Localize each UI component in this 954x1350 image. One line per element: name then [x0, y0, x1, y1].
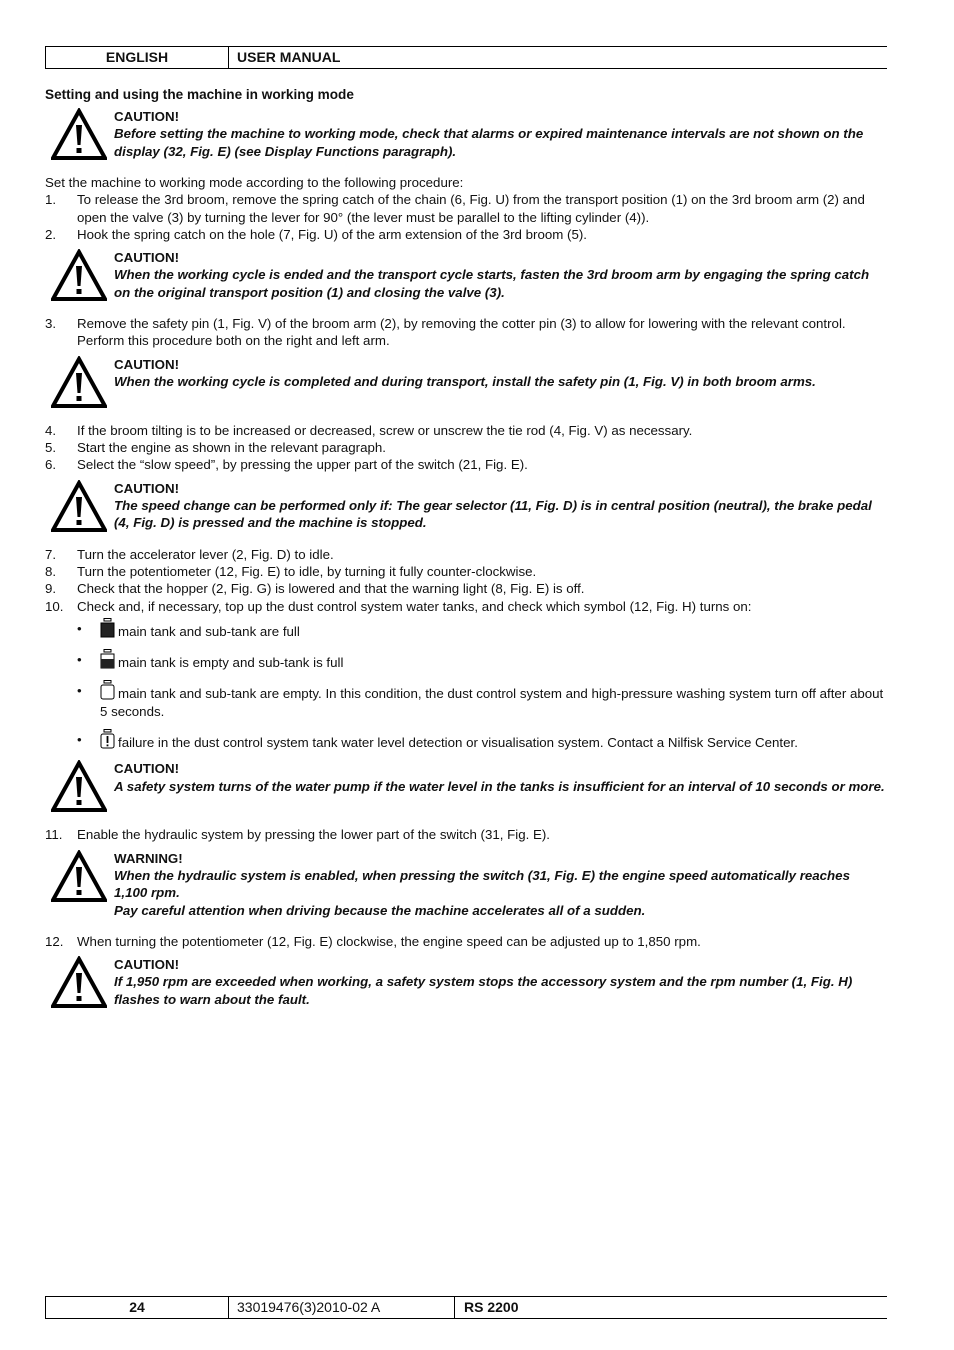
caution-notice: [45, 356, 886, 408]
step-item: [45, 191, 886, 226]
model-name: RS 2200: [454, 1297, 518, 1318]
page-content: [45, 87, 886, 1022]
step-text: Turn the potentiometer (12, Fig. E) to idle, by turning it fully counter-clockwise.: [77, 563, 537, 579]
step-number: 9.: [45, 581, 57, 597]
caution-notice: [45, 956, 886, 1008]
step-item: [45, 933, 886, 950]
notice-title: CAUTION!: [114, 480, 179, 496]
step-text: To release the 3rd broom, remove the spring catch of the chain (6, Fig. U) from the transport position (1) on the 3rd broom arm (2) and open the valve (3) by turning the lever for 90° (the lever must be parallel to the lifting cylinder (4)).: [77, 192, 865, 225]
tank-symbol-text: main tank and sub-tank are empty. In this condition, the dust control system and high-pressure washing system turn off after about 5 seconds.: [100, 686, 884, 719]
section-title: Setting and using the machine in working mode: [45, 87, 354, 102]
warning-triangle-icon: [51, 480, 107, 532]
step-text: Check and, if necessary, top up the dust control system water tanks, and check which symbol (12, Fig. H) turns on:: [77, 598, 752, 614]
document-code: 33019476(3)2010-02 A: [237, 1299, 381, 1315]
page-header: [45, 46, 887, 69]
steps-list: [45, 315, 886, 350]
tank-empty-icon: [100, 680, 115, 700]
tank-full-icon: [100, 618, 115, 638]
step-number: 10.: [45, 598, 64, 614]
warning-triangle-icon: [51, 760, 107, 812]
step-number: 7.: [45, 546, 57, 562]
bullet: •: [77, 620, 82, 636]
step-number: 8.: [45, 563, 57, 579]
notice-title: CAUTION!: [114, 109, 179, 124]
list-item: [45, 649, 886, 671]
steps-list: [45, 826, 886, 843]
tank-symbol-list: [45, 618, 886, 751]
notice-text: When the hydraulic system is enabled, when pressing the switch (31, Fig. E) the engine speed automatically reaches 1,100 rpm.: [114, 867, 850, 901]
caution-notice: [45, 249, 886, 301]
list-item: [45, 680, 886, 720]
step-number: 5.: [45, 440, 57, 456]
step-number: 4.: [45, 422, 57, 438]
notice-title: CAUTION!: [114, 250, 179, 266]
tank-symbol-text: main tank and sub-tank are full: [118, 623, 300, 639]
step-item: [45, 598, 886, 615]
notice-text: Before setting the machine to working mode, check that alarms or expired maintenance intervals are not shown on the display (32, Fig. E) (see Display Functions paragraph).: [114, 126, 864, 159]
notice-text: If 1,950 rpm are exceeded when working, a safety system stops the accessory system and the rpm number (1, Fig. H) flashes to warn about the fault.: [114, 974, 853, 1007]
step-item: [45, 580, 886, 597]
notice-text: A safety system turns of the water pump if the water level in the tanks is insufficient for an interval of 10 seconds or more.: [114, 778, 885, 794]
warning-triangle-icon: [51, 850, 107, 902]
warning-triangle-icon: [51, 249, 107, 301]
step-item: [45, 546, 886, 563]
step-item: [45, 563, 886, 580]
step-number: 6.: [45, 457, 57, 473]
header-doc-type: USER MANUAL: [237, 49, 341, 65]
bullet: •: [77, 683, 82, 699]
step-item: [45, 826, 886, 843]
bullet: •: [77, 652, 82, 668]
step-text: Hook the spring catch on the hole (7, Fig. U) of the arm extension of the 3rd broom (5).: [77, 226, 587, 242]
steps-list: [45, 546, 886, 615]
step-text: Enable the hydraulic system by pressing the lower part of the switch (31, Fig. E).: [77, 827, 550, 843]
caution-notice: [45, 760, 886, 812]
step-number: 2.: [45, 226, 57, 242]
warning-triangle-icon: [51, 356, 107, 408]
tank-symbol-text: main tank is empty and sub-tank is full: [118, 655, 344, 671]
step-number: 12.: [45, 933, 64, 949]
step-text: When turning the potentiometer (12, Fig. E) clockwise, the engine speed can be adjusted up to 1,850 rpm.: [77, 933, 701, 949]
step-item: [45, 422, 886, 439]
step-text: Check that the hopper (2, Fig. G) is lowered and that the warning light (8, Fig. E) is off.: [77, 581, 585, 597]
step-item: [45, 226, 886, 243]
header-language: ENGLISH: [46, 47, 229, 68]
step-text: Remove the safety pin (1, Fig. V) of the broom arm (2), by removing the cotter pin (3) to allow for lowering with the relevant control. Perform this procedure both on the right and left arm.: [77, 316, 846, 349]
warning-triangle-icon: [51, 108, 107, 160]
step-text: If the broom tilting is to be increased or decreased, screw or unscrew the tie rod (4, Fig. V) as necessary.: [77, 422, 693, 438]
notice-title: CAUTION!: [114, 356, 179, 372]
intro-text: Set the machine to working mode according to the following procedure:: [45, 175, 464, 190]
step-text: Select the “slow speed”, by pressing the upper part of the switch (21, Fig. E).: [77, 457, 528, 473]
caution-notice: [45, 480, 886, 532]
notice-text: Pay careful attention when driving because the machine accelerates all of a sudden.: [114, 902, 646, 918]
warning-notice: [45, 850, 886, 919]
step-number: 3.: [45, 316, 57, 332]
step-number: 1.: [45, 192, 57, 208]
notice-title: CAUTION!: [114, 761, 179, 777]
bullet: •: [77, 732, 82, 748]
notice-text: When the working cycle is completed and during transport, install the safety pin (1, Fig. V) in both broom arms.: [114, 374, 816, 390]
step-item: [45, 315, 886, 350]
warning-triangle-icon: [51, 956, 107, 1008]
step-text: Start the engine as shown in the relevant paragraph.: [77, 440, 386, 456]
steps-list: [45, 933, 886, 950]
step-item: [45, 439, 886, 456]
page-number: 24: [46, 1297, 229, 1318]
notice-title: CAUTION!: [114, 957, 179, 973]
notice-text: The speed change can be performed only if: The gear selector (11, Fig. D) is in central position (neutral), the brake pedal (4, Fig. D) is pressed and the machine is stopped.: [114, 497, 872, 531]
steps-list: [45, 422, 886, 474]
steps-list: [45, 191, 886, 243]
list-item: [45, 618, 886, 640]
list-item: [45, 729, 886, 751]
step-number: 11.: [45, 827, 63, 843]
tank-fault-icon: [100, 729, 115, 749]
notice-text: When the working cycle is ended and the transport cycle starts, fasten the 3rd broom arm by engaging the spring catch on the original transport position (1) and closing the valve (3).: [114, 267, 870, 300]
step-text: Turn the accelerator lever (2, Fig. D) to idle.: [77, 546, 334, 562]
step-item: [45, 456, 886, 473]
tank-sub-full-icon: [100, 649, 115, 669]
tank-symbol-text: failure in the dust control system tank water level detection or visualisation system. Contact a Nilfisk Service Center.: [118, 735, 798, 751]
notice-title: WARNING!: [114, 850, 183, 866]
caution-notice: [45, 108, 886, 160]
page-footer: [45, 1296, 887, 1319]
